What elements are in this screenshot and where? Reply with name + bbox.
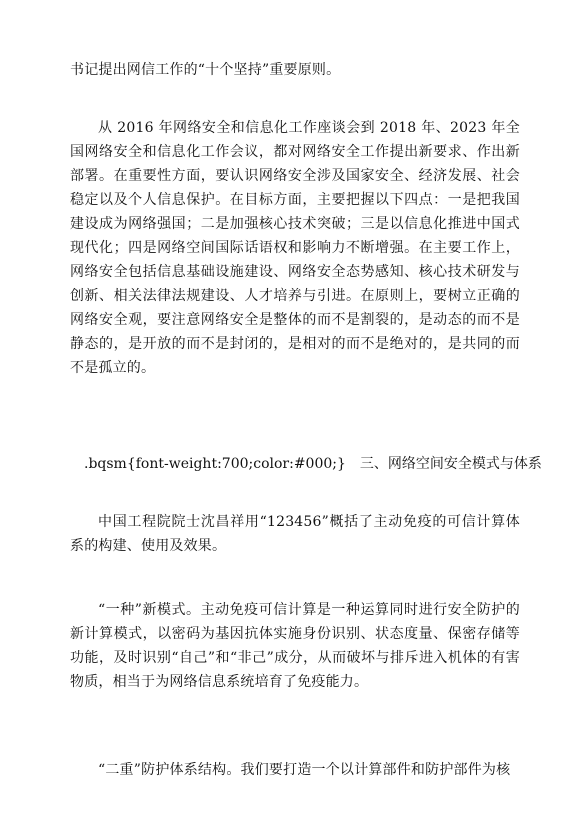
section-heading: .bqsm{font-weight:700;color:#000;} 三、网络空间安全模式与体系: [84, 456, 542, 472]
paragraph-trusted-computing-intro: 中国工程院院士沈昌祥用“123456”概括了主动免疫的可信计算体系的构建、使用及效果。: [70, 514, 520, 554]
paragraph-network-security-work: 从 2016 年网络安全和信息化工作座谈会到 2018 年、2023 年全国网络安全和信息化工作会议，都对网络安全工作提出新要求、作出新部署。在重要性方面，要认识网络安全涉及国家安全、经济发展、社会稳定以及个人信息保护。在目标方面，主要把握以下四点：一是把我国建设成为网络强国；二是加强核心技术突破；三是以信息化推进中国式现代化；四是网络空间国际话语权和影响力不断增强。在主要工作上，网络安全包括信息基础设施建设、网络安全态势感知、核心技术研发与创新、相关法律法规建设、人才培养与引进。在原则上，要树立正确的网络安全观，要注意网络安全是整体的而不是割裂的，是动态的而不是静态的，是开放的而不是封闭的，是相对的而不是绝对的，是共同的而不是孤立的。: [70, 120, 520, 376]
paragraph-new-mode: “一种”新模式。主动免疫可信计算是一种运算同时进行安全防护的新计算模式，以密码为基因抗体实施身份识别、状态度量、保密存储等功能，及时识别“自己”和“非己”成分，从而破坏与排斥进入机体的有害物质，相当于为网络信息系统培育了免疫能力。: [70, 602, 520, 690]
paragraph-principles: 书记提出网信工作的“十个坚持”重要原则。: [70, 62, 341, 78]
paragraph-dual-protection: “二重”防护体系结构。我们要打造一个以计算部件和防护部件为核: [98, 762, 511, 778]
